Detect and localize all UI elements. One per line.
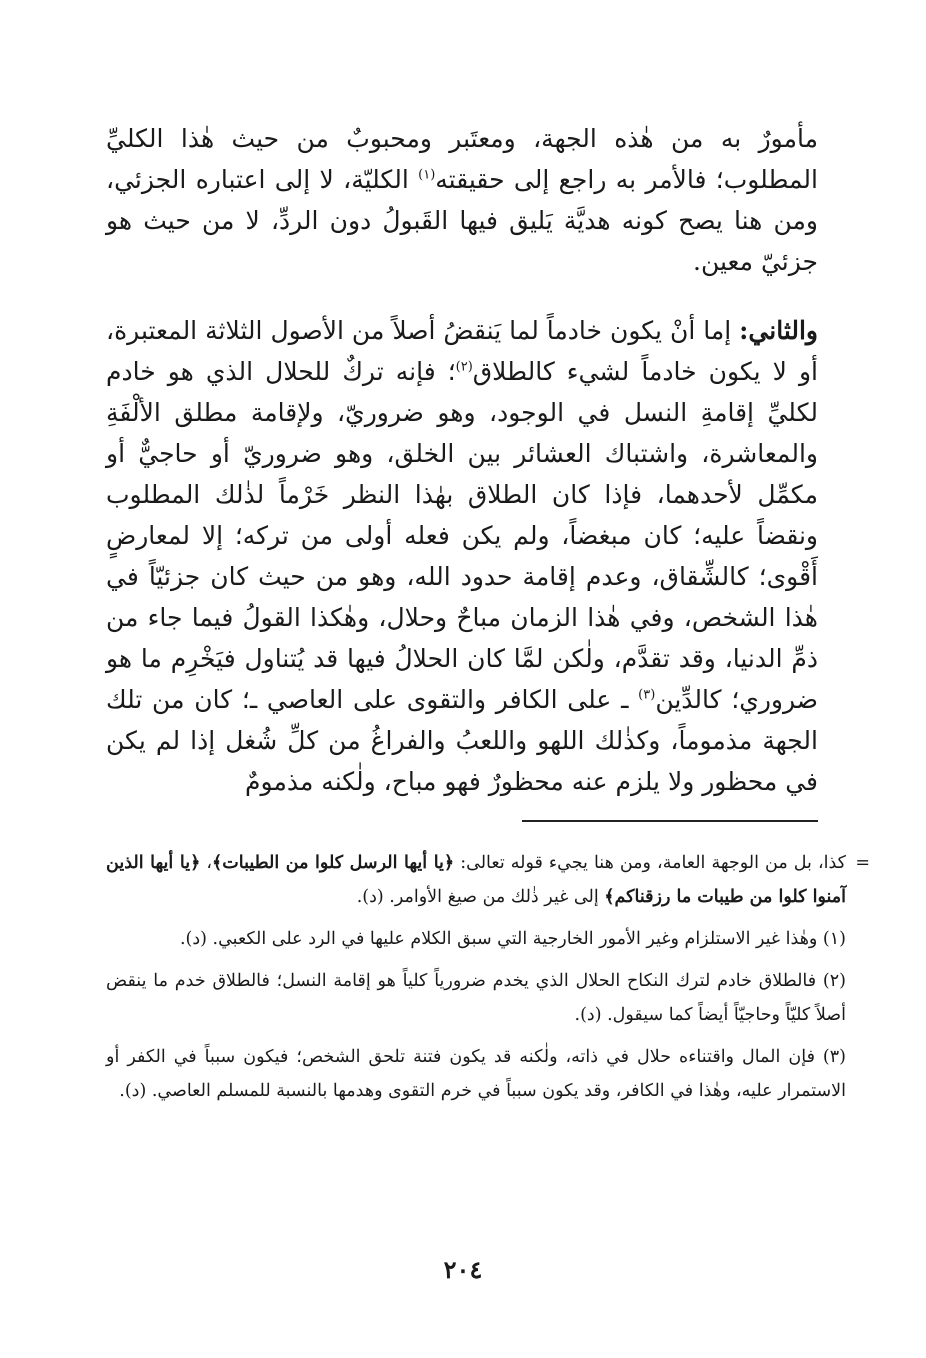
quran-quote-2: ﴿يا أيها الذين آمنوا كلوا من طيبات ما رزقناكم﴾ bbox=[106, 853, 846, 907]
quran-quote-1: ﴿يا أيها الرسل كلوا من الطيبات﴾ bbox=[212, 853, 455, 873]
footnote-1: (١) وهٰذا غير الاستلزام وغير الأمور الخارجية التي سبق الكلام عليها في الرد على الكعبي. (د). bbox=[179, 929, 846, 949]
page-number: ٢٠٤ bbox=[443, 1255, 483, 1284]
footnote-2: (٢) فالطلاق خادم لترك النكاح الحلال الذي يخدم ضرورياً كلياً هو إقامة النسل؛ فالطلاق خدم ما ينقض أصلاً كليّاً وحاجيّاً أيضاً كما سيقول. (د). bbox=[106, 971, 846, 1025]
paragraph-second-text-a: إما أنْ يكون خادماً لما يَنقضُ أصلاً من الأصول الثلاثة المعتبرة، أو لا يكون خادماً لشيء كالطلاق bbox=[106, 316, 818, 386]
footnote-continued bbox=[106, 846, 870, 914]
footnote-ref-3: (٣) bbox=[638, 687, 656, 703]
paragraph-first bbox=[106, 118, 818, 282]
footnote-ref-2: (٢) bbox=[455, 359, 473, 375]
main-text bbox=[106, 118, 818, 802]
footnote-continued-sep: ، bbox=[200, 853, 213, 873]
footnotes bbox=[106, 846, 870, 1116]
footnote-3: (٣) فإن المال واقتناءه حلال في ذاته، ولٰكنه قد يكون فتنة تلحق الشخص؛ فيكون سبباً في الكفر أو الاستمرار عليه، وهٰذا في الكافر، وقد يكون سبباً في خرم التقوى وهدمها بالنسبة للمسلم العاصي. (د). bbox=[106, 1047, 846, 1101]
footnote-ref-1: (١) bbox=[418, 167, 436, 183]
footnote-continued-text-a: كذا، بل من الوجهة العامة، ومن هنا يجيء قوله تعالى: bbox=[454, 853, 846, 873]
paragraph-second bbox=[106, 310, 818, 802]
continuation-marker: = bbox=[855, 853, 870, 873]
footnote-divider bbox=[522, 820, 818, 822]
paragraph-second-text-c: ـ على الكافر والتقوى على العاصي ـ؛ كان من تلك الجهة مذموماً، وكذٰلك اللهو واللعبُ والفراغُ من كلِّ شُغل إذا لم يكن في محظور ولا يلزم عنه محظورٌ فهو مباح، ولٰكنه مذمومٌ bbox=[106, 685, 818, 796]
paragraph-second-text-b: ؛ فإنه تركٌ للحلال الذي هو خادم لكليِّ إقامةِ النسل في الوجود، وهو ضروريّ، ولإقامة مطلق الألْفَةِ والمعاشرة، واشتباك العشائر بين الخلق، وهو ضروريّ أو حاجيٌّ أو مكمِّل لأحدهما، فإذا كان الطلاق بهٰذا النظر خَرْماً لذٰلك المطلوب ونقضاً عليه؛ كان مبغضاً، ولم يكن فعله أولى من تركه؛ إلا لمعارضٍ أَقْوى؛ كالشِّقاق، وعدم إقامة حدود الله، وهو من حيث كان جزئيّاً في هٰذا الشخص، وفي هٰذا الزمان مباحٌ وحلال، وهٰكذا القولُ فيما جاء من ذمِّ الدنيا، وقد تقدَّم، ولٰكن لمَّا كان الحلالُ فيها قد يُتناول فيَخْرِم ما هو ضروري؛ كالدِّين bbox=[106, 357, 818, 714]
footnote-continued-text-b: إلى غير ذٰلك من صيغ الأوامر. (د). bbox=[356, 887, 605, 907]
paragraph-second-lead: والثاني: bbox=[739, 316, 818, 345]
paragraph-first-continuation: الكليّة، لا إلى اعتباره الجزئي، ومن هنا يصح كونه هديَّة يَليق فيها القَبولُ دون الردِّ، لا من حيث هو جزئيّ معين. bbox=[106, 165, 818, 276]
paragraph-first-text: مأمورٌ به من هٰذه الجهة، ومعتَبر ومحبوبٌ من حيث هٰذا الكليِّ المطلوب؛ فالأمر به راجع إلى حقيقته bbox=[106, 124, 818, 194]
